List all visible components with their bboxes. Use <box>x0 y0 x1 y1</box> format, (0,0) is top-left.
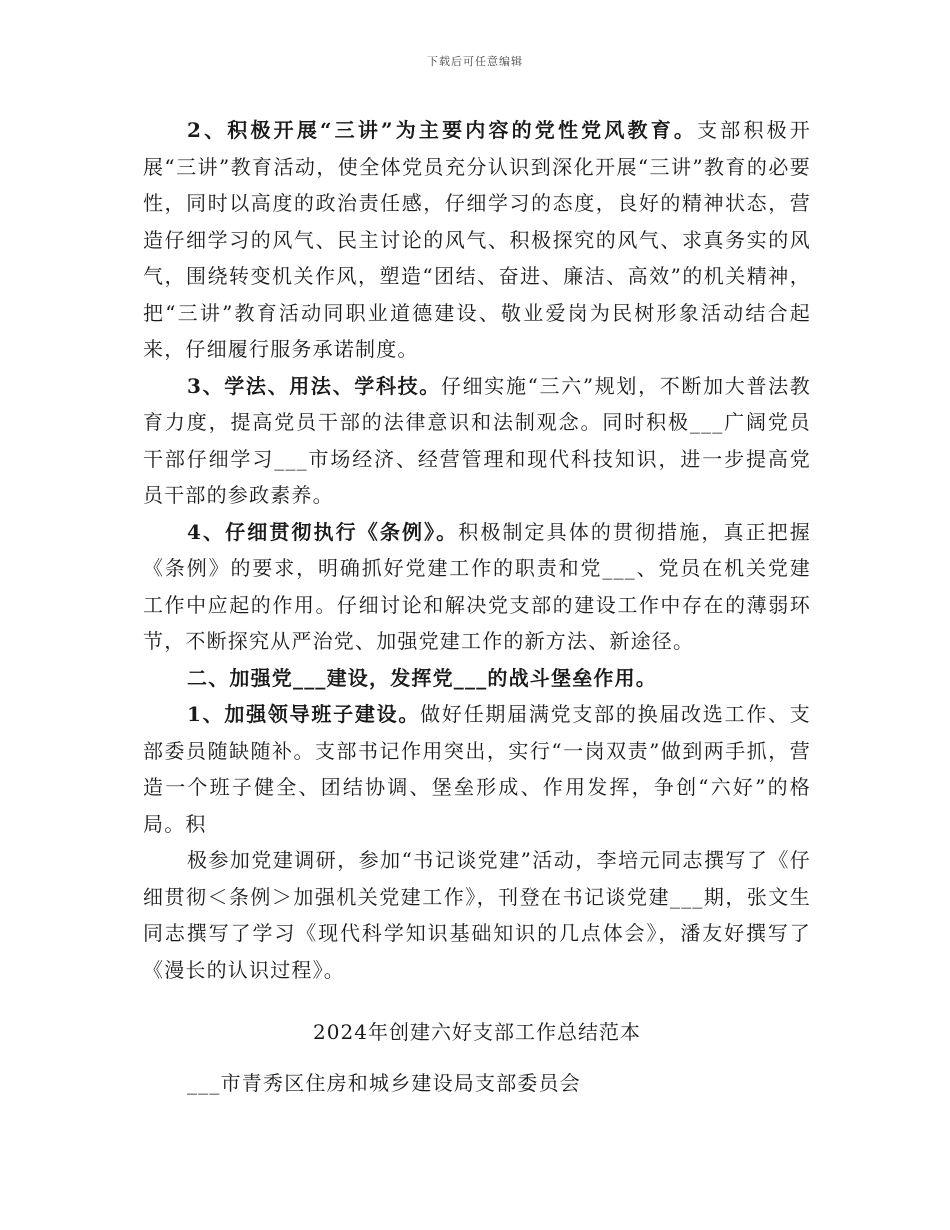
paragraph-lead: 3、学法、用法、学科技。 <box>187 373 441 398</box>
paragraph-sanjiang-education <box>143 112 811 368</box>
paragraph-text: 做好任期届满党支部的换届改选工作、支部委员随缺随补。支部书记作用突出，实行“一岗双责”做到两手抓，营造一个班子健全、团结协调、堡垒形成、作用发挥，争创“六好”的格局。积 <box>143 702 811 836</box>
paragraph-lead: 2、积极开展“三讲”为主要内容的党性党风教育。 <box>187 118 698 142</box>
document-organization: ___市青秀区住房和城乡建设局支部委员会 <box>187 1070 581 1095</box>
header-note: 下载后可任意编辑 <box>427 55 523 68</box>
paragraph-law-and-technology <box>143 368 811 514</box>
paragraph-leadership-building <box>143 696 811 842</box>
paragraph-continued: 极参加党建调研，参加“书记谈党建”活动，李培元同志撰写了《仔细贯彻＜条例＞加强机关党建工作》，刊登在书记谈党建___期，张文生同志撰写了学习《现代科学知识基础知识的几点体会》，潘友好撰写了《漫长的认识过程》。 <box>143 848 811 982</box>
paragraph-lead: 1、加强领导班子建设。 <box>187 702 421 726</box>
document-body <box>143 112 811 1101</box>
paragraph-implement-regulations <box>143 514 811 660</box>
section-heading: 二、加强党___建设，发挥党___的战斗堡垒作用。 <box>187 665 657 690</box>
paragraph-text: 支部积极开展“三讲”教育活动，使全体党员充分认识到深化开展“三讲”教育的必要性，同时以高度的政治责任感，仔细学习的态度，良好的精神状态，营造仔细学习的风气、民主讨论的风气、积极探究的风气、求真务实的风气，围绕转变机关作风，塑造“团结、奋进、廉洁、高效”的机关精神，把“三讲”教育活动同职业道德建设、敬业爱岗为民树形象活动结合起来，仔细履行服务承诺制度。 <box>143 118 811 361</box>
paragraph-text: 仔细实施“三六”规划，不断加大普法教育力度，提高党员干部的法律意识和法制观念。同时积极___广阔党员干部仔细学习___市场经济、经营管理和现代科技知识，进一步提高党员干部的参政素养。 <box>143 373 811 507</box>
document-title: 2024年创建六好支部工作总结范本 <box>313 1020 641 1044</box>
paragraph-text: 积极制定具体的贯彻措施，真正把握《条例》的要求，明确抓好党建工作的职责和党___、党员在机关党建工作中应起的作用。仔细讨论和解决党支部的建设工作中存在的薄弱环节，不断探究从严治党、加强党建工作的新方法、新途径。 <box>143 519 811 653</box>
paragraph-lead: 4、仔细贯彻执行《条例》。 <box>187 519 459 544</box>
